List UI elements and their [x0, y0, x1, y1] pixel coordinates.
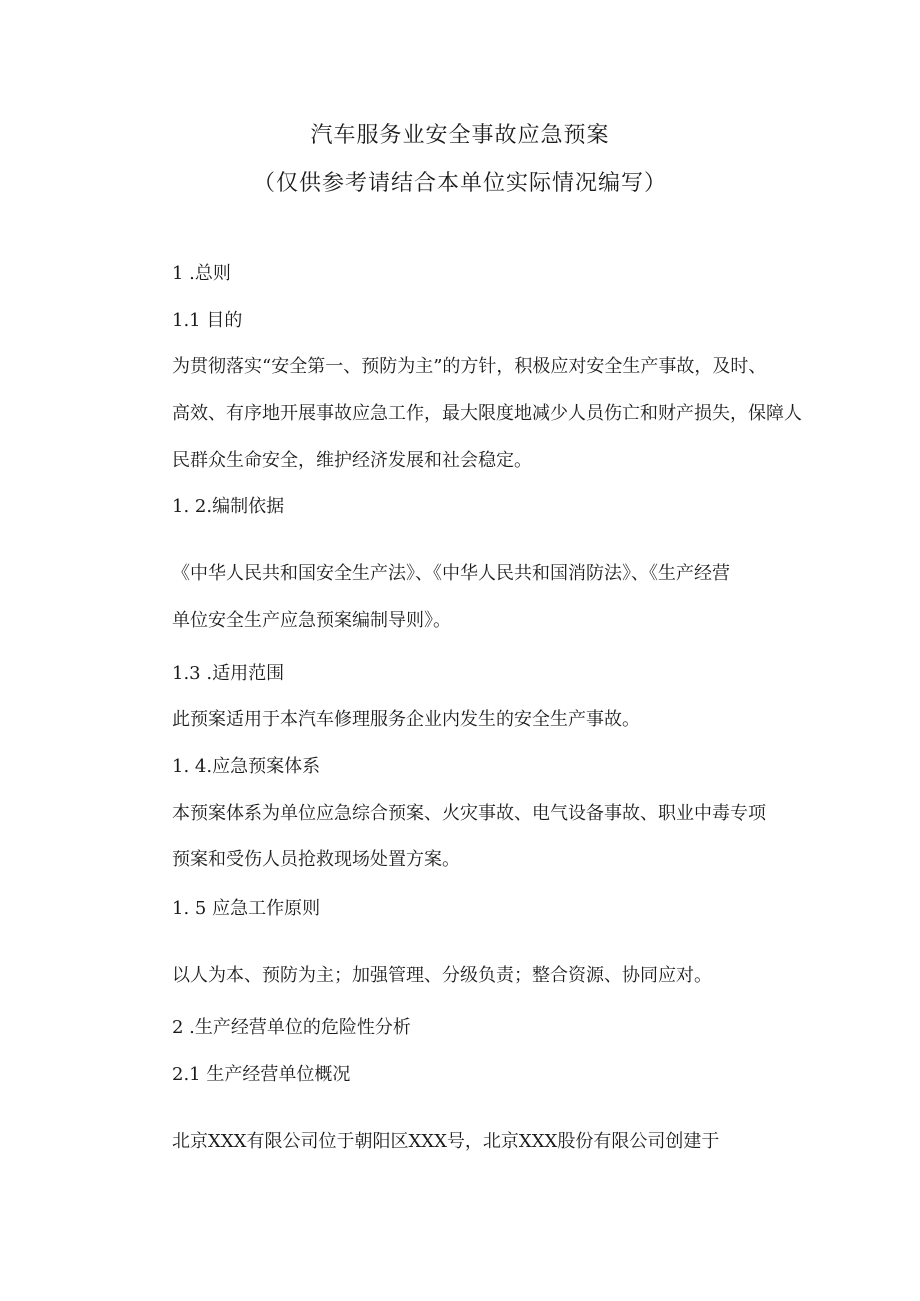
paragraph-line: 此预案适用于本汽车修理服务企业内发生的安全生产事故。 [172, 709, 640, 730]
section-heading-1-5: 1. 5 应急工作原则 [172, 898, 321, 919]
section-heading-1: 1 .总则 [172, 263, 231, 284]
section-heading-2: 2 .生产经营单位的危险性分析 [172, 1017, 411, 1038]
paragraph-line: 预案和受伤人员抢救现场处置方案。 [172, 849, 460, 870]
section-heading-1-4: 1. 4.应急预案体系 [172, 756, 321, 777]
paragraph-line: 以人为本、预防为主；加强管理、分级负责；整合资源、协同应对。 [172, 965, 712, 986]
section-heading-1-1: 1.1 目的 [172, 310, 243, 331]
document-subtitle: （仅供参考请结合本单位实际情况编写） [252, 171, 667, 196]
paragraph-line: 《中华人民共和国安全生产法》、《中华人民共和国消防法》、《生产经营 [172, 563, 730, 584]
paragraph-line: 为贯彻落实“安全第一、预防为主”的方针，积极应对安全生产事故，及时、 [172, 356, 767, 377]
paragraph-line: 高效、有序地开展事故应急工作，最大限度地减少人员伤亡和财产损失，保障人 [172, 403, 802, 424]
paragraph-line: 北京XXX有限公司位于朝阳区XXX号，北京XXX股份有限公司创建于 [172, 1131, 720, 1152]
document-title: 汽车服务业安全事故应急预案 [310, 123, 610, 148]
section-heading-2-1: 2.1 生产经营单位概况 [172, 1064, 351, 1085]
section-heading-1-2: 1. 2.编制依据 [172, 496, 285, 517]
paragraph-line: 本预案体系为单位应急综合预案、火灾事故、电气设备事故、职业中毒专项 [172, 803, 766, 824]
paragraph-line: 民群众生命安全，维护经济发展和社会稳定。 [172, 450, 532, 471]
section-heading-1-3: 1.3 .适用范围 [172, 663, 285, 684]
paragraph-line: 单位安全生产应急预案编制导则》。 [172, 610, 451, 631]
